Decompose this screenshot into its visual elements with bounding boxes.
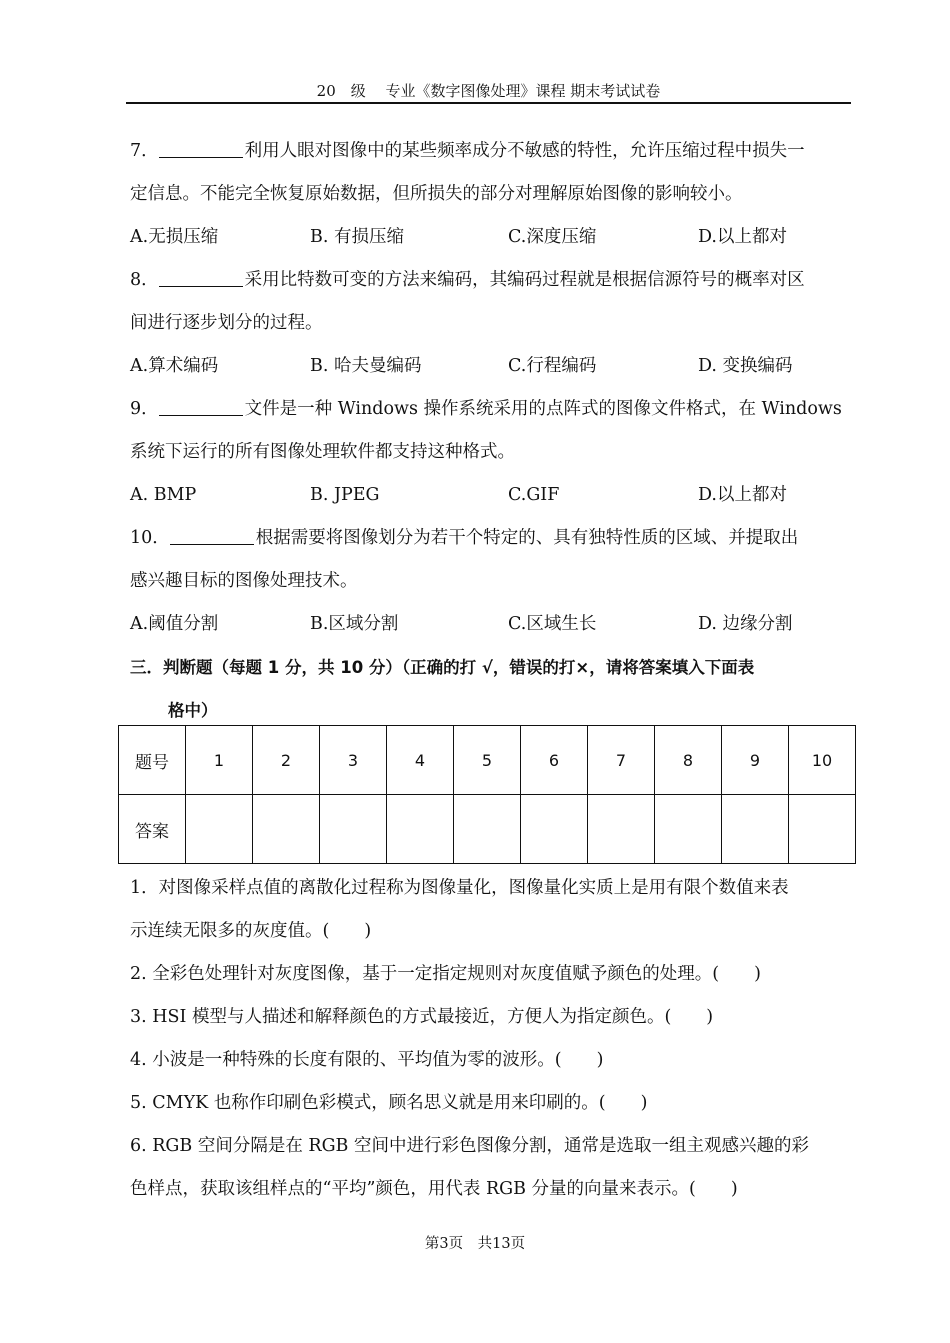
section-3-heading: 三．判断题（每题 1 分，共 10 分）（正确的打 √，错误的打×，请将答案填入下面表 bbox=[130, 658, 755, 677]
question-10-line2: 感兴趣目标的图像处理技术。 bbox=[130, 571, 358, 591]
table-header-cell: 10 bbox=[789, 726, 856, 795]
table-header-cell: 4 bbox=[387, 726, 454, 795]
judge-2: 2. 全彩色处理针对灰度图像，基于一定指定规则对灰度值赋予颜色的处理。( ) bbox=[130, 964, 761, 984]
question-7-text: 利用人眼对图像中的某些频率成分不敏感的特性，允许压缩过程中损失一 bbox=[244, 141, 805, 161]
question-7-options bbox=[130, 216, 850, 259]
option-b: B. 有损压缩 bbox=[310, 227, 404, 247]
answer-cell[interactable] bbox=[320, 795, 387, 864]
table-header-cell: 7 bbox=[588, 726, 655, 795]
question-body bbox=[130, 130, 850, 732]
question-9-line2: 系统下运行的所有图像处理软件都支持这种格式。 bbox=[130, 442, 515, 462]
question-8-options bbox=[130, 345, 850, 388]
table-header-cell: 1 bbox=[186, 726, 253, 795]
table-header-cell: 2 bbox=[253, 726, 320, 795]
question-7-line2: 定信息。不能完全恢复原始数据，但所损失的部分对理解原始图像的影响较小。 bbox=[130, 184, 743, 204]
answer-cell[interactable] bbox=[722, 795, 789, 864]
option-b: B. 哈夫曼编码 bbox=[310, 356, 422, 376]
question-8-line1 bbox=[130, 259, 850, 302]
question-9-number: 9． bbox=[130, 399, 159, 419]
answer-cell[interactable] bbox=[387, 795, 454, 864]
judge-6-line2: 色样点，获取该组样点的“平均”颜色，用代表 RGB 分量的向量来表示。( ) bbox=[130, 1179, 738, 1199]
table-header-cell: 5 bbox=[454, 726, 521, 795]
answer-blank bbox=[159, 264, 243, 287]
option-d: D. 变换编码 bbox=[698, 356, 793, 376]
question-9-options bbox=[130, 474, 850, 517]
row-label-answer: 答案 bbox=[119, 795, 186, 864]
option-d: D.以上都对 bbox=[698, 485, 787, 505]
option-a: A. BMP bbox=[130, 485, 197, 505]
table-header-cell: 8 bbox=[655, 726, 722, 795]
option-d: D. 边缘分割 bbox=[698, 614, 793, 634]
question-8-text: 采用比特数可变的方法来编码，其编码过程就是根据信源符号的概率对区 bbox=[244, 270, 805, 290]
answer-cell[interactable] bbox=[454, 795, 521, 864]
judge-3: 3. HSI 模型与人描述和解释颜色的方式最接近，方便人为指定颜色。( ) bbox=[130, 1007, 714, 1027]
option-a: A.无损压缩 bbox=[130, 227, 219, 247]
answer-blank bbox=[170, 522, 254, 545]
table-row-numbers bbox=[119, 726, 856, 795]
question-10-text: 根据需要将图像划分为若干个特定的、具有独特性质的区域、并提取出 bbox=[255, 528, 799, 548]
answer-cell[interactable] bbox=[186, 795, 253, 864]
option-c: C.区域生长 bbox=[508, 614, 597, 634]
option-b: B.区域分割 bbox=[310, 614, 399, 634]
judge-4: 4. 小波是一种特殊的长度有限的、平均值为零的波形。( ) bbox=[130, 1050, 604, 1070]
row-label-number: 题号 bbox=[119, 726, 186, 795]
answer-blank bbox=[159, 135, 243, 158]
question-10-number: 10． bbox=[130, 528, 170, 548]
page-footer: 第3页 共13页 bbox=[424, 1236, 526, 1252]
option-b: B. JPEG bbox=[310, 485, 380, 505]
header-title: 20 级 专业《数字图像处理》课程 期末考试试卷 bbox=[316, 82, 661, 100]
option-a: A.阈值分割 bbox=[130, 614, 219, 634]
question-7-number: 7． bbox=[130, 141, 159, 161]
answer-cell[interactable] bbox=[588, 795, 655, 864]
judge-1-line2: 示连续无限多的灰度值。( ) bbox=[130, 921, 372, 941]
option-d: D.以上都对 bbox=[698, 227, 787, 247]
table-row-answers bbox=[119, 795, 856, 864]
judge-6-line1: 6. RGB 空间分隔是在 RGB 空间中进行彩色图像分割，通常是选取一组主观感兴趣的彩 bbox=[130, 1136, 809, 1156]
page-header bbox=[126, 78, 851, 104]
question-8-number: 8． bbox=[130, 270, 159, 290]
option-a: A.算术编码 bbox=[130, 356, 219, 376]
question-10-line1 bbox=[130, 517, 850, 560]
question-10-options bbox=[130, 603, 850, 646]
judgement-questions bbox=[130, 867, 850, 1211]
question-9-text: 文件是一种 Windows 操作系统采用的点阵式的图像文件格式，在 Windows bbox=[244, 399, 842, 419]
option-c: C.GIF bbox=[508, 485, 560, 505]
answer-cell[interactable] bbox=[789, 795, 856, 864]
answer-cell[interactable] bbox=[253, 795, 320, 864]
option-c: C.行程编码 bbox=[508, 356, 597, 376]
question-9-line1 bbox=[130, 388, 850, 431]
answer-cell[interactable] bbox=[655, 795, 722, 864]
table-header-cell: 6 bbox=[521, 726, 588, 795]
judge-5: 5. CMYK 也称作印刷色彩模式，顾名思义就是用来印刷的。( ) bbox=[130, 1093, 648, 1113]
answer-cell[interactable] bbox=[521, 795, 588, 864]
answer-blank bbox=[159, 393, 243, 416]
answer-table bbox=[118, 725, 856, 864]
section-3-heading-cont: 格中） bbox=[168, 701, 218, 720]
table-header-cell: 3 bbox=[320, 726, 387, 795]
judge-1-line1: 1．对图像采样点值的离散化过程称为图像量化，图像量化实质上是用有限个数值来表 bbox=[130, 878, 789, 898]
option-c: C.深度压缩 bbox=[508, 227, 597, 247]
table-header-cell: 9 bbox=[722, 726, 789, 795]
question-8-line2: 间进行逐步划分的过程。 bbox=[130, 313, 323, 333]
question-7-line1 bbox=[130, 130, 850, 173]
